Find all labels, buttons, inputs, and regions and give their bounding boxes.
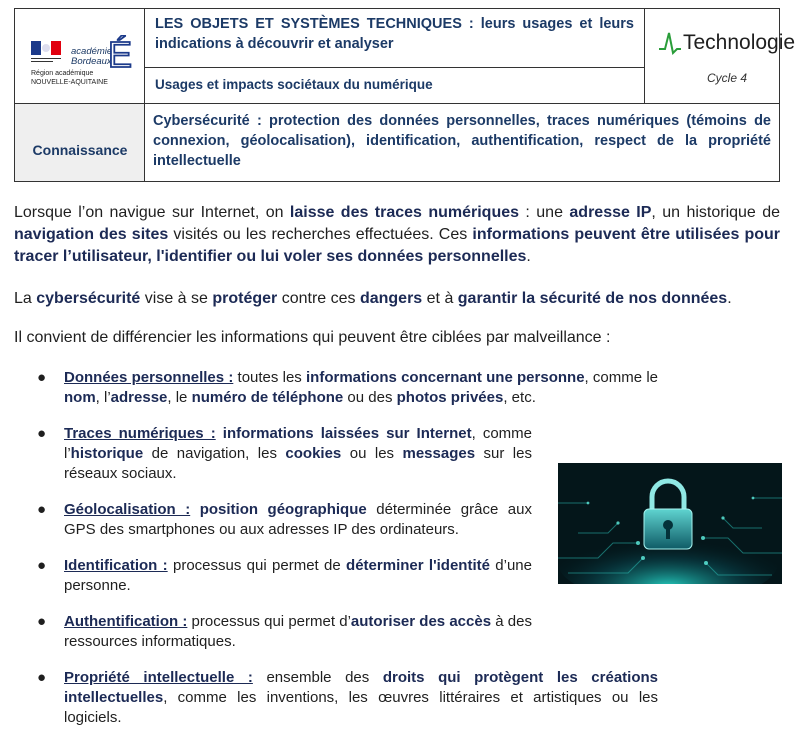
list-bullet: ● — [37, 669, 47, 686]
intro-paragraph-2: La cybersécurité vise à se protéger contre ces dangers et à garantir la sécurité de nos données. — [14, 290, 732, 307]
marianne-icon — [31, 41, 61, 55]
list-bullet: ● — [37, 613, 47, 630]
list-item-traces-numeriques: Traces numériques : informations laissées sur Internet, comme l’historique de navigation, les cookies ou les messages sur les réseaux sociaux. — [64, 425, 532, 482]
technologie-logo — [645, 9, 796, 104]
academie-logo — [15, 9, 145, 104]
list-item-geolocalisation: Géolocalisation : position géographique déterminée grâce aux GPS des smartphones ou aux adresses IP des ordinateurs. — [64, 501, 532, 538]
region-text: Région académique NOUVELLE-AQUITAINE — [31, 70, 108, 86]
subtitle-cell — [145, 68, 645, 104]
list-item-propriete-intellectuelle: Propriété intellectuelle : ensemble des droits qui protègent les créations intellectuelles, comme les inventions, les œuvres littéraires et artistiques ou les logiciels. — [64, 669, 658, 726]
list-bullet: ● — [37, 369, 47, 386]
intro-paragraph-1: Lorsque l’on navigue sur Internet, on laisse des traces numériques : une adresse IP, un historique de navigation des sites visités ou les recherches effectuées. Ces informations peuvent être utilisées pour tracer l’utilisateur, l'identifier ou lui voler ses données personnelles. — [14, 204, 781, 265]
cybersecurity-lock-image — [558, 463, 782, 584]
list-item-identification: Identification : processus qui permet de déterminer l'identité d’une personne. — [64, 557, 532, 594]
list-item-authentification: Authentification : processus qui permet d’autoriser des accès à des ressources informatiques. — [64, 613, 532, 650]
connaissance-content-cell — [145, 104, 779, 181]
title-cell — [145, 9, 645, 68]
list-bullet: ● — [37, 425, 47, 442]
svg-text:É: É — [107, 35, 133, 71]
academie-text: académie Bordeaux — [71, 46, 113, 67]
page-title: LES OBJETS ET SYSTÈMES TECHNIQUES : leurs usages et leurs indications à découvrir et analyser — [155, 16, 634, 52]
list-item-donnees-personnelles: Données personnelles : toutes les informations concernant une personne, comme le nom, l’adresse, le numéro de téléphone ou des photos privées, etc. — [64, 369, 658, 406]
cycle-label: Cycle 4 — [707, 71, 748, 85]
header-table — [14, 8, 796, 182]
list-bullet: ● — [37, 501, 47, 518]
padlock-icon — [558, 463, 782, 584]
list-bullet: ● — [37, 557, 47, 574]
republique-francaise-mark — [31, 57, 61, 63]
page-subtitle: Usages et impacts sociétaux du numérique — [155, 77, 433, 92]
academie-e-emblem — [105, 35, 135, 71]
technologie-word: Technologie — [683, 31, 796, 54]
connaissance-label: Connaissance — [32, 142, 128, 158]
intro-paragraph-3: Il convient de différencier les informations qui peuvent être ciblées par malveillance : — [14, 329, 611, 346]
connaissance-cell — [15, 104, 145, 181]
connaissance-content: Cybersécurité : protection des données personnelles, traces numériques (témoins de connexion, géolocalisation), identification, authentification, respect de la propriété intellectuelle — [153, 113, 771, 169]
